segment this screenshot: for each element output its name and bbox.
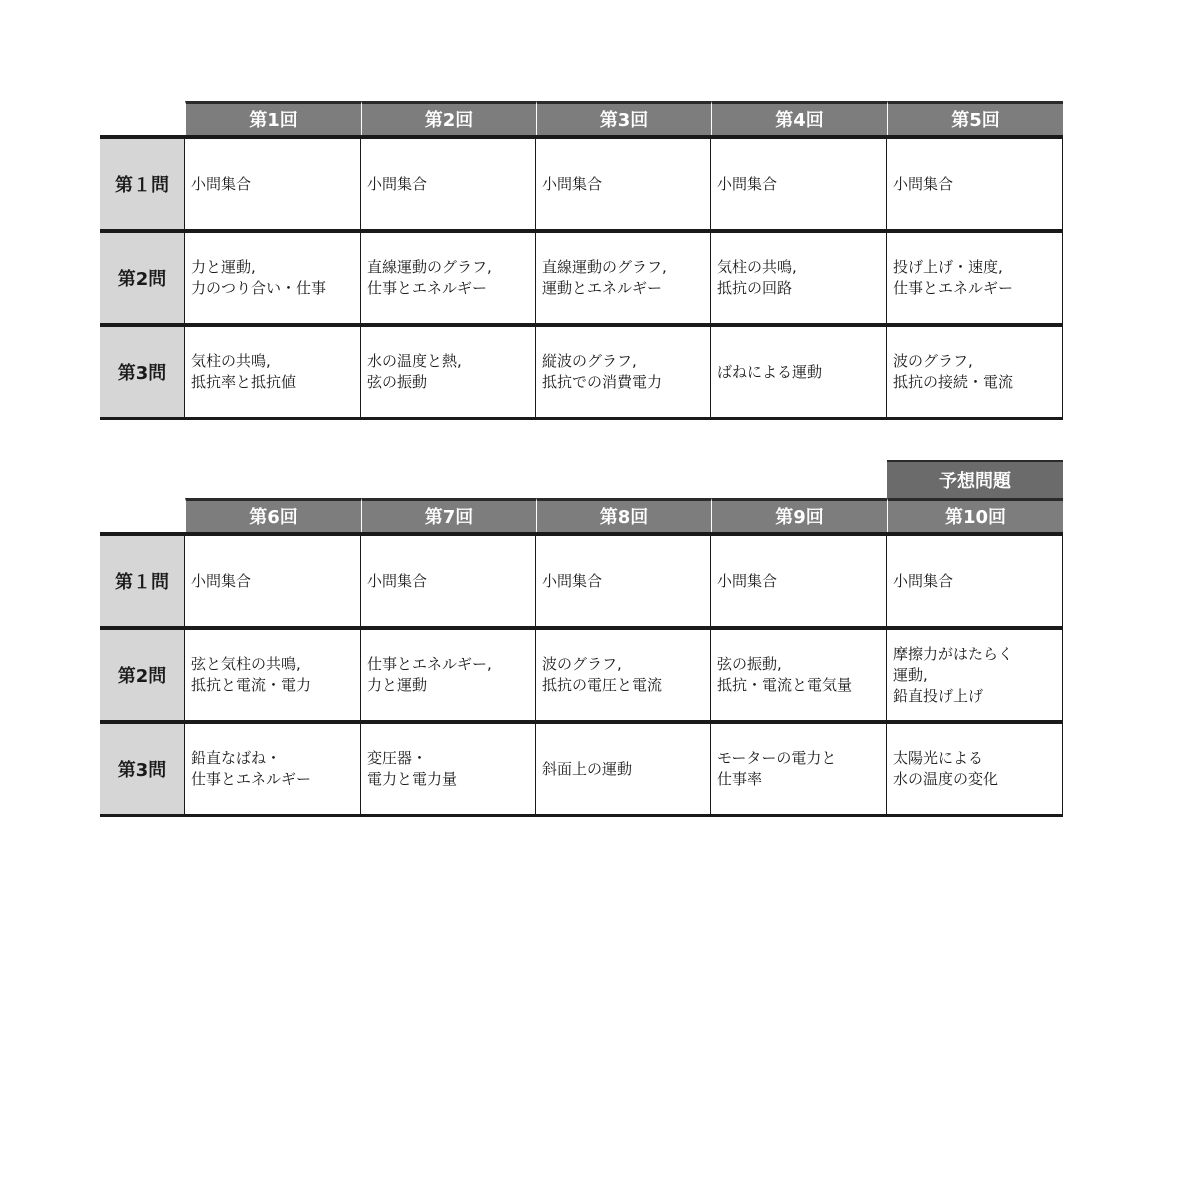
column-header: 第6回 (185, 498, 361, 532)
row-header: 第2問 (100, 233, 185, 323)
table-cell: 小問集合 (185, 139, 361, 229)
table-cell: 弦と気柱の共鳴, 抵抗と電流・電力 (185, 630, 361, 720)
table-cell: 変圧器・ 電力と電力量 (361, 724, 536, 814)
table-cell: 小問集合 (711, 139, 887, 229)
column-header: 第1回 (185, 101, 361, 135)
row-header: 第2問 (100, 630, 185, 720)
table-cell: 太陽光による 水の温度の変化 (887, 724, 1063, 814)
table-cell: ばねによる運動 (711, 327, 887, 417)
table-corner (100, 101, 185, 135)
table-row (100, 720, 1063, 817)
table-cell: 小問集合 (361, 536, 536, 626)
table-cell: 小問集合 (711, 536, 887, 626)
extra-header-row (100, 460, 1063, 498)
table-cell: 波のグラフ, 抵抗の電圧と電流 (536, 630, 711, 720)
table-cell: 直線運動のグラフ, 運動とエネルギー (536, 233, 711, 323)
table-cell: 小問集合 (887, 536, 1063, 626)
column-header: 第3回 (536, 101, 711, 135)
table-cell: 摩擦力がはたらく 運動, 鉛直投げ上げ (887, 630, 1063, 720)
table-cell: モーターの電力と 仕事率 (711, 724, 887, 814)
row-header: 第１問 (100, 139, 185, 229)
column-header: 第8回 (536, 498, 711, 532)
table-cell: 小問集合 (361, 139, 536, 229)
table-header-row (100, 498, 1063, 532)
table-cell: 小問集合 (536, 139, 711, 229)
table-row (100, 532, 1063, 626)
row-header: 第3問 (100, 327, 185, 417)
schedule-table-2 (100, 460, 1063, 817)
column-header: 第9回 (711, 498, 887, 532)
row-header: 第１問 (100, 536, 185, 626)
table-cell: 鉛直なばね・ 仕事とエネルギー (185, 724, 361, 814)
schedule-table-1 (100, 101, 1063, 420)
column-header: 第2回 (361, 101, 536, 135)
column-header: 第7回 (361, 498, 536, 532)
row-header: 第3問 (100, 724, 185, 814)
table-cell: 小問集合 (185, 536, 361, 626)
column-header: 第4回 (711, 101, 887, 135)
prediction-problems-header: 予想問題 (887, 460, 1063, 498)
column-header: 第5回 (887, 101, 1063, 135)
table-cell: 小問集合 (536, 536, 711, 626)
table-cell: 弦の振動, 抵抗・電流と電気量 (711, 630, 887, 720)
table-row (100, 229, 1063, 323)
table-row (100, 135, 1063, 229)
table-cell: 気柱の共鳴, 抵抗の回路 (711, 233, 887, 323)
table-cell: 投げ上げ・速度, 仕事とエネルギー (887, 233, 1063, 323)
table-cell: 気柱の共鳴, 抵抗率と抵抗値 (185, 327, 361, 417)
table-cell: 仕事とエネルギー, 力と運動 (361, 630, 536, 720)
table-row (100, 626, 1063, 720)
table-cell: 小問集合 (887, 139, 1063, 229)
table-header-row (100, 101, 1063, 135)
table-cell: 斜面上の運動 (536, 724, 711, 814)
table-cell: 力と運動, 力のつり合い・仕事 (185, 233, 361, 323)
table-corner (100, 498, 185, 532)
table-cell: 水の温度と熱, 弦の振動 (361, 327, 536, 417)
table-cell: 波のグラフ, 抵抗の接続・電流 (887, 327, 1063, 417)
table-cell: 縦波のグラフ, 抵抗での消費電力 (536, 327, 711, 417)
table-row (100, 323, 1063, 420)
table-cell: 直線運動のグラフ, 仕事とエネルギー (361, 233, 536, 323)
column-header: 第10回 (887, 498, 1063, 532)
